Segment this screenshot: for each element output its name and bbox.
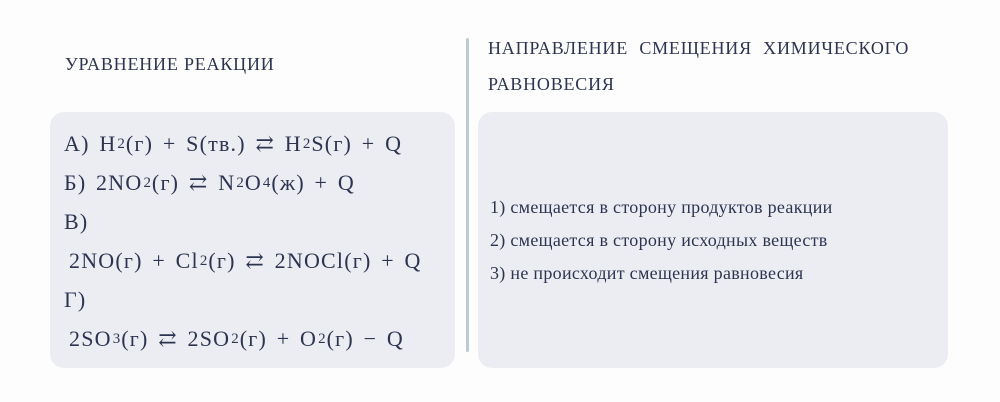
reaction-row-a: А) H 2 (г) + S(тв.) ⇄ H 2 S(г) + Q bbox=[64, 130, 403, 156]
reaction-row-g: 2SO 3 (г) ⇄ 2SO 2 (г) + O 2 (г) − Q bbox=[69, 325, 404, 351]
reactions-card bbox=[50, 112, 455, 368]
reaction-label-v: В) bbox=[64, 208, 89, 234]
options-card bbox=[478, 112, 948, 368]
reaction-row-b: Б) 2NO 2 (г) ⇄ N 2 O 4 (ж) + Q bbox=[64, 169, 355, 195]
option-item-1: 1) смещается в сторону продуктов реакции bbox=[490, 196, 833, 217]
option-item-2: 2) смещается в сторону исходных веществ bbox=[490, 229, 828, 250]
reaction-row-v: 2NO(г) + Cl 2 (г) ⇄ 2NOCl(г) + Q bbox=[69, 247, 422, 273]
option-item-3: 3) не происходит смещения равновесия bbox=[490, 262, 804, 283]
reaction-label-g: Г) bbox=[64, 286, 87, 312]
column-divider bbox=[466, 38, 469, 352]
right-column-header: НАПРАВЛЕНИЕ СМЕЩЕНИЯ ХИМИЧЕСКОГО РАВНОВЕСИЯ bbox=[488, 38, 910, 94]
left-column-header: УРАВНЕНИЕ РЕАКЦИИ bbox=[65, 54, 275, 74]
